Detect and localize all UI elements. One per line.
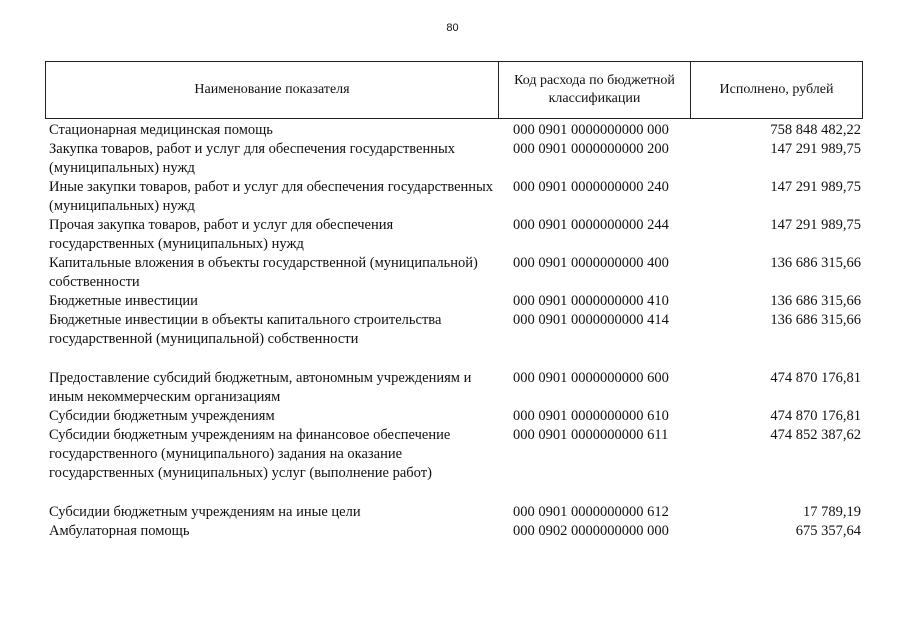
table-row xyxy=(49,216,869,254)
row-name: Предоставление субсидий бюджетным, автономным учреждениям и иным некоммерческим организациям xyxy=(49,370,472,405)
table-row xyxy=(49,426,869,483)
row-amount: 147 291 989,75 xyxy=(770,141,861,157)
row-code: 000 0901 0000000000 414 xyxy=(513,312,669,328)
row-code: 000 0901 0000000000 400 xyxy=(513,255,669,271)
header-budget-code: Код расхода по бюджетной классификации xyxy=(498,62,690,118)
row-code: 000 0901 0000000000 612 xyxy=(513,504,669,520)
row-amount: 147 291 989,75 xyxy=(770,179,861,195)
row-code: 000 0901 0000000000 240 xyxy=(513,179,669,195)
row-amount: 17 789,19 xyxy=(803,504,861,520)
table-row xyxy=(49,503,869,522)
row-code: 000 0901 0000000000 600 xyxy=(513,370,669,386)
table-row xyxy=(49,407,869,426)
table-row xyxy=(49,178,869,216)
table-row xyxy=(49,121,869,140)
row-amount: 675 357,64 xyxy=(795,523,861,539)
table-body xyxy=(49,121,869,541)
row-name: Амбулаторная помощь xyxy=(49,523,190,539)
row-code: 000 0901 0000000000 410 xyxy=(513,293,669,309)
row-code: 000 0901 0000000000 200 xyxy=(513,141,669,157)
header-indicator-name: Наименование показателя xyxy=(194,82,350,97)
table-row xyxy=(49,311,869,349)
table-row xyxy=(49,292,869,311)
row-name: Субсидии бюджетным учреждениям xyxy=(49,408,275,424)
row-code: 000 0902 0000000000 000 xyxy=(513,523,669,539)
row-amount: 136 686 315,66 xyxy=(770,312,861,328)
table-row xyxy=(49,254,869,292)
row-name: Субсидии бюджетным учреждениям на финансовое обеспечение государственного (муниципального) задания на оказание государственных (муниципальных) услуг (выполнение работ) xyxy=(49,427,451,481)
row-code: 000 0901 0000000000 610 xyxy=(513,408,669,424)
row-code: 000 0901 0000000000 000 xyxy=(513,122,669,138)
row-name: Иные закупки товаров, работ и услуг для обеспечения государственных (муниципальных) нужд xyxy=(49,179,494,214)
row-code: 000 0901 0000000000 244 xyxy=(513,217,669,233)
row-name: Прочая закупка товаров, работ и услуг для обеспечения государственных (муниципальных) нужд xyxy=(49,217,394,252)
row-name: Бюджетные инвестиции в объекты капитального строительства государственной (муниципальной) собственности xyxy=(49,312,442,347)
row-amount: 474 870 176,81 xyxy=(770,408,861,424)
row-amount: 758 848 482,22 xyxy=(770,122,861,138)
table-row xyxy=(49,369,869,407)
row-amount: 136 686 315,66 xyxy=(770,255,861,271)
table-row xyxy=(49,140,869,178)
header-executed-amount: Исполнено, рублей xyxy=(690,62,862,118)
row-name: Стационарная медицинская помощь xyxy=(49,122,273,138)
row-name: Закупка товаров, работ и услуг для обеспечения государственных (муниципальных) нужд xyxy=(49,141,456,176)
table-header xyxy=(45,61,863,119)
row-amount: 147 291 989,75 xyxy=(770,217,861,233)
table-row xyxy=(49,522,869,541)
row-amount: 474 852 387,62 xyxy=(770,427,861,443)
row-name: Капитальные вложения в объекты государственной (муниципальной) собственности xyxy=(49,255,478,290)
row-amount: 136 686 315,66 xyxy=(770,293,861,309)
row-amount: 474 870 176,81 xyxy=(770,370,861,386)
row-code: 000 0901 0000000000 611 xyxy=(513,427,669,443)
page-number: 80 xyxy=(446,22,459,34)
row-name: Бюджетные инвестиции xyxy=(49,293,198,309)
row-name: Субсидии бюджетным учреждениям на иные цели xyxy=(49,504,361,520)
